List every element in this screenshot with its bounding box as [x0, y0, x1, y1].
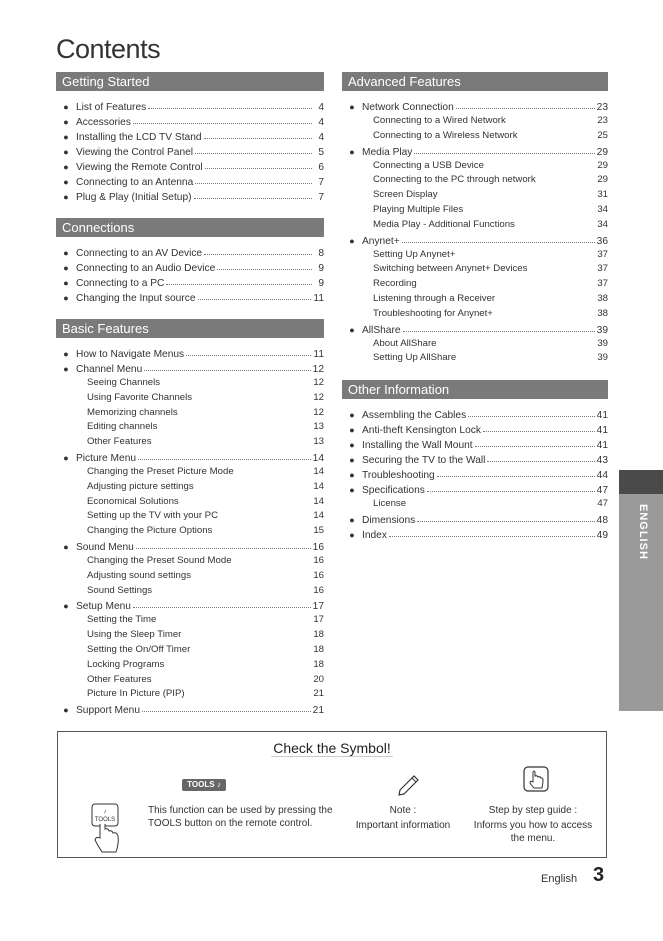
- toc-subentry-page: 18: [313, 658, 324, 670]
- toc-entry-page: 29: [596, 146, 608, 158]
- dot-leader: [468, 406, 594, 417]
- toc-subentry[interactable]: [56, 376, 324, 391]
- toc-subentry-page: 25: [597, 129, 608, 141]
- dot-leader: [195, 173, 312, 184]
- toc-subentry-label: Connecting to the PC through network: [373, 174, 536, 186]
- toc-entry-label: Installing the Wall Mount: [362, 440, 473, 452]
- dot-leader: [133, 113, 312, 124]
- toc-subentry-page: 39: [597, 337, 608, 349]
- toc-subentry[interactable]: [342, 262, 608, 277]
- dot-leader: [475, 436, 595, 447]
- toc-subentry-label: Changing the Preset Picture Mode: [87, 465, 234, 477]
- toc-entry[interactable]: [342, 527, 608, 542]
- toc-entry-label: Connecting to an Audio Device: [76, 263, 216, 274]
- bullet-icon: ●: [349, 455, 355, 466]
- bullet-icon: ●: [63, 102, 69, 112]
- toc-entry[interactable]: [56, 702, 324, 717]
- toc-subentry-page: 14: [313, 465, 324, 477]
- toc-subentry-page: 34: [597, 203, 608, 215]
- toc-subentry-label: License: [373, 498, 407, 510]
- toc-entry[interactable]: [342, 233, 608, 248]
- dot-leader: [138, 449, 311, 460]
- toc-subentry-page: 17: [313, 614, 324, 626]
- toc-entry[interactable]: [56, 361, 324, 376]
- toc-entry-label: Picture Menu: [76, 452, 137, 464]
- toc-subentry-page: 31: [597, 189, 608, 201]
- toc-entry-label: Media Play: [362, 146, 413, 158]
- side-tab-marker: [619, 470, 663, 494]
- toc-subentry-label: Setting Up AllShare: [373, 352, 457, 364]
- svg-text:♪: ♪: [103, 809, 107, 815]
- bullet-icon: ●: [349, 146, 355, 157]
- toc-subentry-page: 16: [313, 569, 324, 581]
- toc-subentry-label: Playing Multiple Files: [373, 203, 464, 215]
- toc-entry-page: 41: [596, 425, 608, 437]
- section-header: Other Information: [342, 380, 608, 399]
- toc-entry-page: 4: [318, 132, 324, 143]
- toc-entry-label: Viewing the Remote Control: [76, 162, 203, 173]
- toc-subentry-label: Picture In Picture (PIP): [87, 688, 185, 700]
- toc-entry-label: Network Connection: [362, 102, 454, 113]
- tools-description: This function can be used by pressing the TOOLS button on the remote control.: [148, 805, 333, 829]
- toc-subentry[interactable]: [56, 435, 324, 450]
- toc-entry[interactable]: [56, 260, 324, 275]
- toc-entry-label: Viewing the Control Panel: [76, 147, 194, 158]
- dot-leader: [166, 274, 312, 285]
- toc-entry-label: Installing the LCD TV Stand: [76, 132, 202, 143]
- dot-leader: [417, 511, 594, 522]
- toc-subentry-page: 29: [597, 174, 608, 186]
- bullet-icon: ●: [63, 541, 69, 552]
- toc-entry-label: Assembling the Cables: [362, 410, 467, 422]
- bullet-icon: ●: [349, 324, 355, 335]
- toc-section: [56, 319, 324, 717]
- toc-subentry-page: 37: [597, 278, 608, 290]
- toc-entry[interactable]: [56, 539, 324, 554]
- toc-subentry[interactable]: [56, 584, 324, 599]
- toc-entry-page: 4: [318, 117, 324, 128]
- toc-entry[interactable]: [56, 346, 324, 361]
- toc-entry-page: 6: [318, 162, 324, 173]
- note-title: Note :: [389, 805, 417, 816]
- toc-entry-page: 8: [318, 248, 324, 259]
- toc-subentry-page: 21: [313, 688, 324, 700]
- toc-entry-label: Setup Menu: [76, 601, 131, 613]
- toc-subentry-label: Sound Settings: [87, 584, 153, 596]
- tools-badge: TOOLS ♪: [182, 779, 226, 791]
- dot-leader: [136, 538, 311, 549]
- toc-subentry[interactable]: [342, 129, 608, 144]
- toc-subentry[interactable]: [56, 569, 324, 584]
- toc-entry-label: Troubleshooting: [362, 470, 435, 482]
- check-symbol-title: Check the Symbol!: [273, 740, 391, 756]
- bullet-icon: ●: [63, 248, 69, 258]
- toc-entry[interactable]: [56, 99, 324, 114]
- toc-subentry-page: 23: [597, 115, 608, 126]
- toc-subentry[interactable]: [56, 391, 324, 406]
- toc-entry[interactable]: [56, 245, 324, 260]
- footer-language: English: [541, 873, 578, 885]
- toc-entry-page: 43: [596, 455, 608, 467]
- toc-entry[interactable]: [342, 437, 608, 452]
- step-guide-icon: [523, 766, 549, 797]
- toc-subentry[interactable]: [56, 495, 324, 510]
- toc-subentry-page: 37: [597, 248, 608, 260]
- bullet-icon: ●: [349, 410, 355, 421]
- bullet-icon: ●: [349, 529, 355, 540]
- toc-subentry-page: 34: [597, 218, 608, 230]
- bullet-icon: ●: [63, 147, 69, 157]
- toc-subentry-label: Economical Solutions: [87, 495, 179, 507]
- toc-entry-page: 17: [312, 601, 324, 613]
- toc-entry[interactable]: [56, 275, 324, 290]
- dot-leader: [427, 481, 595, 492]
- toc-left-column: [56, 72, 324, 731]
- toc-entry-label: Connecting to an AV Device: [76, 248, 203, 259]
- dot-leader: [148, 98, 312, 109]
- toc-subentry[interactable]: [56, 643, 324, 658]
- bullet-icon: ●: [349, 235, 355, 246]
- note-pencil-icon: [396, 772, 422, 801]
- toc-subentry-page: 13: [313, 436, 324, 448]
- toc-subentry-page: 16: [313, 554, 324, 566]
- toc-entry-label: Securing the TV to the Wall: [362, 455, 486, 467]
- dot-leader: [217, 259, 312, 270]
- bullet-icon: ●: [63, 263, 69, 273]
- toc-entry-page: 47: [596, 485, 608, 497]
- bullet-icon: ●: [349, 470, 355, 481]
- section-header: Basic Features: [56, 319, 324, 338]
- toc-entry-page: 4: [318, 102, 324, 113]
- bullet-icon: ●: [63, 192, 69, 202]
- toc-subentry-label: Adjusting sound settings: [87, 569, 191, 581]
- toc-subentry[interactable]: [342, 248, 608, 263]
- bullet-icon: ●: [63, 293, 69, 303]
- toc-entry-label: How to Navigate Menus: [76, 349, 185, 360]
- toc-entry-page: 39: [596, 324, 608, 336]
- toc-entry-label: Connecting to a PC: [76, 278, 165, 289]
- toc-entry-page: 41: [596, 440, 608, 452]
- toc-subentry-page: 38: [597, 307, 608, 319]
- toc-subentry-label: Memorizing channels: [87, 406, 178, 418]
- toc-entry-page: 11: [313, 293, 324, 304]
- toc-subentry-label: Setting up the TV with your PC: [87, 510, 219, 522]
- dot-leader: [402, 232, 595, 243]
- toc-subentry[interactable]: [342, 292, 608, 307]
- toc-entry[interactable]: [342, 482, 608, 497]
- toc-subentry-label: Media Play - Additional Functions: [373, 218, 515, 230]
- bullet-icon: ●: [63, 162, 69, 172]
- dot-leader: [204, 128, 312, 139]
- toc-subentry[interactable]: [56, 509, 324, 524]
- toc-subentry[interactable]: [56, 480, 324, 495]
- remote-hand-icon: [86, 802, 126, 861]
- toc-subentry-page: 15: [313, 525, 324, 537]
- toc-subentry-label: Connecting to a Wireless Network: [373, 129, 518, 141]
- toc-entry-page: 7: [318, 192, 324, 203]
- bullet-icon: ●: [63, 132, 69, 142]
- toc-subentry-label: Screen Display: [373, 189, 438, 201]
- bullet-icon: ●: [63, 278, 69, 288]
- toc-entry-page: 16: [312, 541, 324, 553]
- toc-entry-label: Anynet+: [362, 235, 400, 247]
- toc-entry[interactable]: [56, 144, 324, 159]
- toc-subentry-label: Adjusting picture settings: [87, 480, 194, 492]
- toc-subentry[interactable]: [342, 203, 608, 218]
- toc-section: [342, 380, 608, 542]
- toc-right-column: [342, 72, 608, 556]
- toc-entry-label: Index: [362, 529, 387, 541]
- bullet-icon: ●: [63, 705, 69, 716]
- toc-entry[interactable]: [342, 322, 608, 337]
- dot-leader: [144, 360, 310, 371]
- toc-subentry-page: 39: [597, 352, 608, 364]
- toc-entry[interactable]: [342, 452, 608, 467]
- dot-leader: [133, 597, 311, 608]
- toc-subentry[interactable]: [342, 351, 608, 366]
- toc-entry[interactable]: [342, 422, 608, 437]
- toc-subentry-page: 12: [313, 377, 324, 388]
- toc-entry-label: Specifications: [362, 485, 425, 497]
- toc-subentry-page: 29: [597, 159, 608, 171]
- toc-entry-page: 41: [596, 410, 608, 422]
- bullet-icon: ●: [63, 601, 69, 612]
- toc-entry-label: Anti-theft Kensington Lock: [362, 425, 481, 437]
- toc-subentry-label: Editing channels: [87, 421, 158, 433]
- dot-leader: [437, 466, 595, 477]
- bullet-icon: ●: [63, 177, 69, 187]
- toc-subentry-label: Setting the Time: [87, 614, 157, 626]
- dot-leader: [483, 421, 595, 432]
- toc-subentry-page: 18: [313, 629, 324, 641]
- bullet-icon: ●: [349, 514, 355, 525]
- toc-entry[interactable]: [342, 144, 608, 159]
- toc-section: [56, 218, 324, 305]
- toc-entry-page: 36: [596, 235, 608, 247]
- toc-subentry-page: 38: [597, 292, 608, 304]
- toc-subentry-label: Connecting a USB Device: [373, 159, 484, 171]
- toc-subentry-page: 14: [313, 510, 324, 522]
- bullet-icon: ●: [63, 349, 69, 359]
- toc-entry-page: 48: [596, 514, 608, 526]
- toc-entry-page: 9: [318, 263, 324, 274]
- toc-subentry-page: 12: [313, 406, 324, 418]
- bullet-icon: ●: [63, 452, 69, 463]
- toc-entry-label: Plug & Play (Initial Setup): [76, 192, 192, 203]
- toc-entry[interactable]: [56, 129, 324, 144]
- page-title: Contents: [56, 34, 161, 64]
- toc-subentry-label: Seeing Channels: [87, 377, 161, 388]
- toc-subentry[interactable]: [56, 524, 324, 539]
- toc-subentry-page: 20: [313, 673, 324, 685]
- toc-entry[interactable]: [342, 99, 608, 114]
- dot-leader: [403, 321, 595, 332]
- toc-entry-label: Support Menu: [76, 705, 140, 717]
- toc-subentry[interactable]: [342, 188, 608, 203]
- bullet-icon: ●: [349, 425, 355, 436]
- toc-entry[interactable]: [56, 189, 324, 204]
- toc-entry-label: AllShare: [362, 324, 401, 336]
- toc-entry-label: Accessories: [76, 117, 131, 128]
- dot-leader: [195, 143, 312, 154]
- toc-subentry[interactable]: [56, 628, 324, 643]
- toc-subentry-page: 14: [313, 480, 324, 492]
- toc-entry-page: 23: [596, 102, 608, 113]
- toc-subentry-label: Switching between Anynet+ Devices: [373, 263, 528, 275]
- bullet-icon: ●: [349, 485, 355, 496]
- toc-subentry[interactable]: [342, 497, 608, 512]
- toc-subentry[interactable]: [56, 658, 324, 673]
- dot-leader: [142, 701, 311, 712]
- toc-entry-label: Channel Menu: [76, 364, 143, 375]
- toc-subentry[interactable]: [342, 337, 608, 352]
- toc-subentry-page: 47: [597, 498, 608, 510]
- toc-entry[interactable]: [342, 407, 608, 422]
- toc-entry-page: 5: [318, 147, 324, 158]
- dot-leader: [389, 526, 595, 537]
- toc-entry[interactable]: [56, 159, 324, 174]
- toc-subentry[interactable]: [342, 173, 608, 188]
- toc-entry-page: 9: [318, 278, 324, 289]
- toc-entry[interactable]: [342, 467, 608, 482]
- guide-title: Step by step guide :: [488, 805, 578, 816]
- toc-entry-label: Dimensions: [362, 514, 416, 526]
- toc-subentry-label: Troubleshooting for Anynet+: [373, 307, 493, 319]
- toc-entry[interactable]: [56, 290, 324, 305]
- toc-entry[interactable]: [56, 450, 324, 465]
- toc-entry-page: 12: [312, 364, 324, 375]
- toc-subentry-page: 12: [313, 391, 324, 403]
- toc-section: [342, 72, 608, 366]
- toc-entry-label: Connecting to an Antenna: [76, 177, 194, 188]
- toc-section: [56, 72, 324, 204]
- toc-subentry[interactable]: [56, 554, 324, 569]
- toc-entry-page: 7: [318, 177, 324, 188]
- dot-leader: [456, 98, 595, 109]
- dot-leader: [487, 451, 594, 462]
- side-tab-label: ENGLISH: [637, 504, 649, 560]
- dot-leader: [205, 158, 312, 169]
- toc-subentry-label: Changing the Preset Sound Mode: [87, 554, 232, 566]
- toc-subentry[interactable]: [342, 277, 608, 292]
- toc-subentry-label: Using Favorite Channels: [87, 391, 193, 403]
- toc-subentry[interactable]: [342, 114, 608, 129]
- toc-subentry-label: Locking Programs: [87, 658, 165, 670]
- toc-subentry[interactable]: [56, 406, 324, 421]
- toc-subentry[interactable]: [342, 218, 608, 233]
- toc-subentry-label: Recording: [373, 278, 417, 290]
- toc-subentry-page: 18: [313, 643, 324, 655]
- toc-subentry-label: Changing the Picture Options: [87, 525, 213, 537]
- section-header: Connections: [56, 218, 324, 237]
- toc-entry-page: 11: [313, 349, 324, 360]
- toc-subentry-label: Listening through a Receiver: [373, 292, 496, 304]
- toc-subentry-label: Other Features: [87, 673, 152, 685]
- toc-subentry[interactable]: [342, 307, 608, 322]
- dot-leader: [414, 143, 594, 154]
- toc-entry-page: 49: [596, 529, 608, 541]
- toc-entry[interactable]: [56, 174, 324, 189]
- toc-subentry[interactable]: [56, 613, 324, 628]
- dot-leader: [198, 289, 312, 300]
- footer-page-number: 3: [593, 864, 605, 886]
- toc-entry-page: 21: [312, 705, 324, 717]
- toc-entry-page: 14: [312, 452, 324, 464]
- dot-leader: [194, 188, 312, 199]
- dot-leader: [204, 244, 312, 255]
- bullet-icon: ●: [63, 364, 69, 374]
- bullet-icon: ●: [349, 440, 355, 451]
- toc-entry-label: Sound Menu: [76, 541, 134, 553]
- toc-entry-label: List of Features: [76, 102, 147, 113]
- toc-subentry[interactable]: [56, 687, 324, 702]
- toc-subentry[interactable]: [56, 673, 324, 688]
- bullet-icon: ●: [63, 117, 69, 127]
- toc-subentry-page: 37: [597, 263, 608, 275]
- toc-subentry-label: About AllShare: [373, 337, 437, 349]
- toc-subentry-label: Other Features: [87, 436, 152, 448]
- toc-subentry[interactable]: [56, 465, 324, 480]
- toc-entry-label: Changing the Input source: [76, 293, 196, 304]
- bullet-icon: ●: [349, 102, 355, 112]
- toc-subentry-label: Connecting to a Wired Network: [373, 115, 506, 126]
- toc-subentry-page: 16: [313, 584, 324, 596]
- language-side-tab: [619, 470, 663, 711]
- check-symbol-box: [57, 731, 607, 858]
- toc-entry[interactable]: [342, 512, 608, 527]
- dot-leader: [186, 345, 311, 356]
- section-header: Advanced Features: [342, 72, 608, 91]
- section-header: Getting Started: [56, 72, 324, 91]
- toc-subentry-label: Setting the On/Off Timer: [87, 643, 191, 655]
- toc-entry-page: 44: [596, 470, 608, 482]
- toc-subentry-page: 13: [313, 421, 324, 433]
- toc-subentry[interactable]: [342, 159, 608, 174]
- remote-tools-label: TOOLS: [94, 817, 116, 823]
- toc-entry[interactable]: [56, 598, 324, 613]
- toc-entry[interactable]: [56, 114, 324, 129]
- toc-subentry-label: Using the Sleep Timer: [87, 629, 182, 641]
- guide-description: Informs you how to access the menu.: [473, 820, 593, 844]
- toc-subentry-label: Setting Up Anynet+: [373, 248, 456, 260]
- toc-subentry-page: 14: [313, 495, 324, 507]
- note-description: Important information: [355, 820, 451, 831]
- toc-subentry[interactable]: [56, 420, 324, 435]
